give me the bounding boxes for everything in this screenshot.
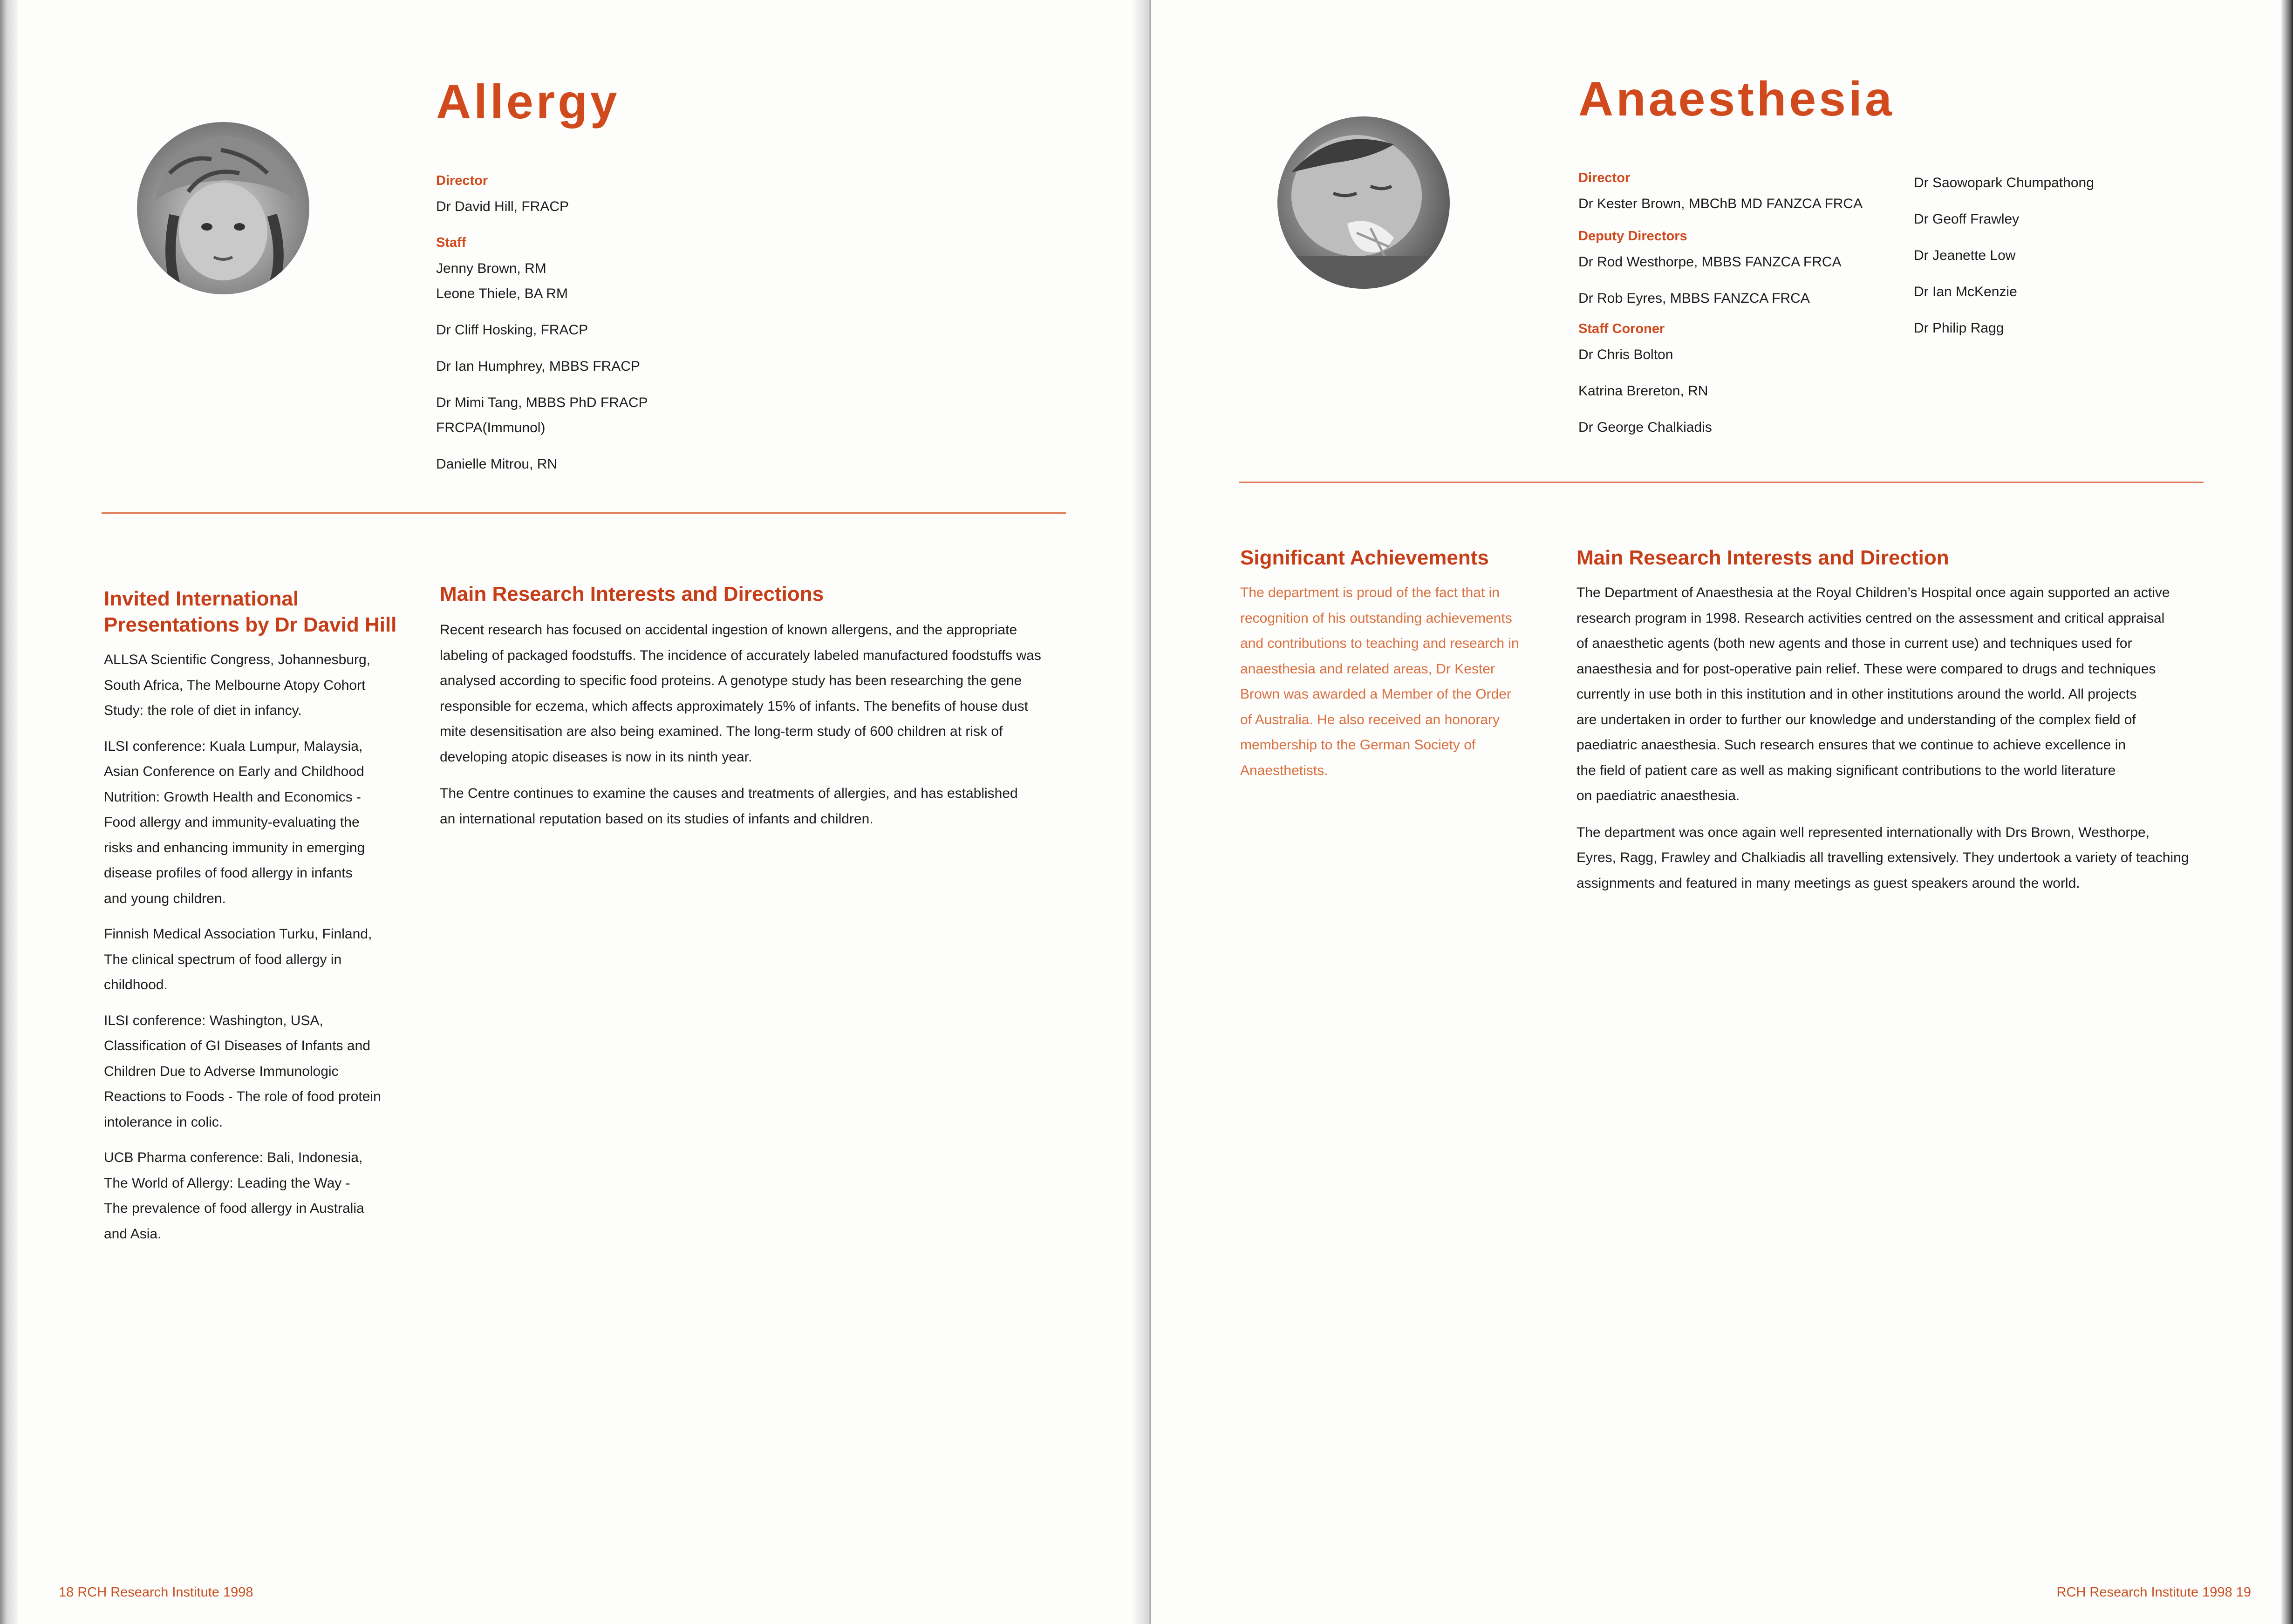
presentation-line: The prevalence of food allergy in Australia <box>104 1201 364 1216</box>
presentation-line: Asian Conference on Early and Childhood <box>104 764 364 779</box>
staff-name: Dr Mimi Tang, MBBS PhD FRACP <box>436 395 648 410</box>
staff-block <box>436 173 762 477</box>
presentation-line: Food allergy and immunity-evaluating the <box>104 815 360 830</box>
presentation-line: Nutrition: Growth Health and Economics - <box>104 789 361 805</box>
page-title: Allergy <box>436 75 620 129</box>
staff-label: Staff Coroner <box>1578 321 1665 336</box>
research-heading: Main Research Interests and Directions <box>440 583 824 605</box>
paragraph-line: on paediatric anaesthesia. <box>1576 788 1740 803</box>
staff-name: Dr Chris Bolton <box>1578 347 1673 362</box>
achievement-line: membership to the German Society of <box>1240 737 1476 753</box>
director-label: Director <box>436 173 488 188</box>
staff-block <box>1578 170 1904 440</box>
achievement-line: of Australia. He also received an honorary <box>1240 712 1500 727</box>
achievement-line: The department is proud of the fact that in <box>1240 585 1500 600</box>
paragraph-line: The Department of Anaesthesia at the Royal Children’s Hospital once again supported an active <box>1576 585 2170 600</box>
paragraph-line: mite desensitisation are also being examined. The long-term study of 600 children at risk of <box>440 724 1003 739</box>
staff-name: Dr Geoff Frawley <box>1914 211 2020 227</box>
presentation-line: risks and enhancing immunity in emerging <box>104 840 365 856</box>
presentation-line: Reactions to Foods - The role of food protein <box>104 1089 381 1104</box>
staff-name: Dr Jeanette Low <box>1914 248 2016 263</box>
paragraph-line: are undertaken in order to further our knowledge and understanding of the complex field of <box>1576 712 2136 727</box>
research-paragraph <box>440 781 1083 832</box>
paragraph-line: analysed according to specific food proteins. A genotype study has been researching the gene <box>440 673 1022 688</box>
staff-name: Katrina Brereton, RN <box>1578 383 1708 399</box>
presentation-line: intolerance in colic. <box>104 1114 223 1130</box>
presentation-line: Children Due to Adverse Immunologic <box>104 1063 339 1079</box>
research-paragraph <box>1576 820 2219 897</box>
binding-edge <box>0 0 18 1624</box>
achievement-line: recognition of his outstanding achievements <box>1240 610 1512 626</box>
presentation-line: ILSI conference: Washington, USA, <box>104 1012 323 1028</box>
presentation-item <box>104 647 411 724</box>
paragraph-line: research program in 1998. Research activities centred on the assessment and critical appraisal <box>1576 610 2165 626</box>
achievements-heading: Significant Achievements <box>1240 546 1489 569</box>
invited-heading-line1: Invited International <box>104 587 299 610</box>
presentation-line: ALLSA Scientific Congress, Johannesburg, <box>104 652 371 667</box>
photo-sleeping-infant <box>1277 116 1450 289</box>
paragraph-line: Eyres, Ragg, Frawley and Chalkiadis all travelling extensively. They undertook a variety of teaching <box>1576 850 2189 865</box>
deputy-name: Dr Rob Eyres, MBBS FANZCA FRCA <box>1578 291 1810 306</box>
presentation-item <box>104 1145 411 1247</box>
presentation-item <box>104 1008 411 1135</box>
staff-name: Dr Ian Humphrey, MBBS FRACP <box>436 359 640 374</box>
presentation-item <box>104 734 411 912</box>
presentation-line: ILSI conference: Kuala Lumpur, Malaysia, <box>104 738 363 754</box>
page-footer: 18 RCH Research Institute 1998 <box>59 1585 253 1600</box>
presentation-line: and young children. <box>104 890 226 906</box>
section-divider <box>102 512 1066 514</box>
staff-name: Leone Thiele, BA RM <box>436 286 568 301</box>
page-title: Anaesthesia <box>1578 72 1895 126</box>
achievement-line: Brown was awarded a Member of the Order <box>1240 686 1511 702</box>
paragraph-line: paediatric anaesthesia. Such research ensures that we continue to achieve excellence in <box>1576 737 2126 753</box>
paragraph-line: developing atopic diseases is now in its ninth year. <box>440 749 752 765</box>
achievement-line: and contributions to teaching and research in <box>1240 636 1519 651</box>
staff-name: Dr Philip Ragg <box>1914 320 2004 336</box>
paragraph-line: assignments and featured in many meetings as guest speakers around the world. <box>1576 875 2080 891</box>
presentation-line: UCB Pharma conference: Bali, Indonesia, <box>104 1150 363 1165</box>
presentation-line: The World of Allergy: Leading the Way - <box>104 1175 350 1191</box>
paragraph-line: Recent research has focused on accidental ingestion of known allergens, and the appropriate <box>440 622 1017 638</box>
paragraph-line: currently in use both in this institution and in other institutions around the world. All projects <box>1576 686 2137 702</box>
gutter-shadow <box>1132 0 1151 1624</box>
presentation-line: Finnish Medical Association Turku, Finland, <box>104 926 372 942</box>
research-paragraph <box>1576 580 2219 809</box>
director-name: Dr Kester Brown, MBChB MD FANZCA FRCA <box>1578 196 1863 211</box>
paragraph-line: labeling of packaged foodstuffs. The incidence of accurately labeled manufactured foodstuffs was <box>440 647 1041 663</box>
presentation-line: childhood. <box>104 977 168 992</box>
page-edge <box>2281 0 2293 1624</box>
achievement-line: Anaesthetists. <box>1240 762 1328 778</box>
right-page <box>1151 0 2293 1624</box>
research-heading: Main Research Interests and Direction <box>1576 546 1949 569</box>
paragraph-line: an international reputation based on its studies of infants and children. <box>440 811 874 827</box>
section-divider <box>1239 482 2204 483</box>
director-label: Director <box>1578 170 1631 185</box>
paragraph-line: The department was once again well represented internationally with Drs Brown, Westhorpe, <box>1576 824 2150 840</box>
staff-name: Jenny Brown, RM <box>436 261 546 276</box>
staff-name: Dr George Chalkiadis <box>1578 420 1712 435</box>
presentation-line: South Africa, The Melbourne Atopy Cohort <box>104 677 366 693</box>
presentation-line: Classification of GI Diseases of Infants and <box>104 1038 370 1053</box>
achievement-line: anaesthesia and related areas, Dr Kester <box>1240 661 1495 677</box>
staff-name: FRCPA(Immunol) <box>436 420 546 435</box>
director-name: Dr David Hill, FRACP <box>436 199 569 214</box>
staff-name: Dr Cliff Hosking, FRACP <box>436 322 588 338</box>
staff-name: Dr Saowopark Chumpathong <box>1914 175 2094 190</box>
invited-heading-line2: Presentations by Dr David Hill <box>104 613 397 636</box>
presentation-line: disease profiles of food allergy in infants <box>104 865 353 881</box>
deputy-label: Deputy Directors <box>1578 229 1687 244</box>
presentation-line: Study: the role of diet in infancy. <box>104 703 302 718</box>
page-footer: RCH Research Institute 1998 19 <box>2056 1585 2251 1600</box>
staff-block-col2 <box>1914 170 2193 341</box>
paragraph-line: responsible for eczema, which affects approximately 15% of infants. The benefits of house dust <box>440 698 1028 714</box>
paragraph-line: The Centre continues to examine the causes and treatments of allergies, and has established <box>440 786 1018 801</box>
research-section <box>1576 545 2219 896</box>
staff-name: Dr Ian McKenzie <box>1914 284 2017 299</box>
research-paragraph <box>440 618 1083 770</box>
achievements-section <box>1240 545 1538 783</box>
research-section <box>440 581 1083 832</box>
staff-label: Staff <box>436 235 466 250</box>
staff-name: Danielle Mitrou, RN <box>436 456 558 472</box>
invited-presentations <box>104 586 411 1247</box>
paragraph-line: of anaesthetic agents (both new agents and those in current use) and techniques used for <box>1576 636 2132 651</box>
presentation-line: and Asia. <box>104 1226 162 1242</box>
presentation-item <box>104 922 411 998</box>
deputy-name: Dr Rod Westhorpe, MBBS FANZCA FRCA <box>1578 254 1842 270</box>
paragraph-line: the field of patient care as well as making significant contributions to the world literature <box>1576 762 2116 778</box>
photo-child-in-hat <box>137 122 309 294</box>
paragraph-line: anaesthesia and for post-operative pain relief. These were compared to drugs and techniques <box>1576 661 2156 677</box>
presentation-line: The clinical spectrum of food allergy in <box>104 951 342 967</box>
